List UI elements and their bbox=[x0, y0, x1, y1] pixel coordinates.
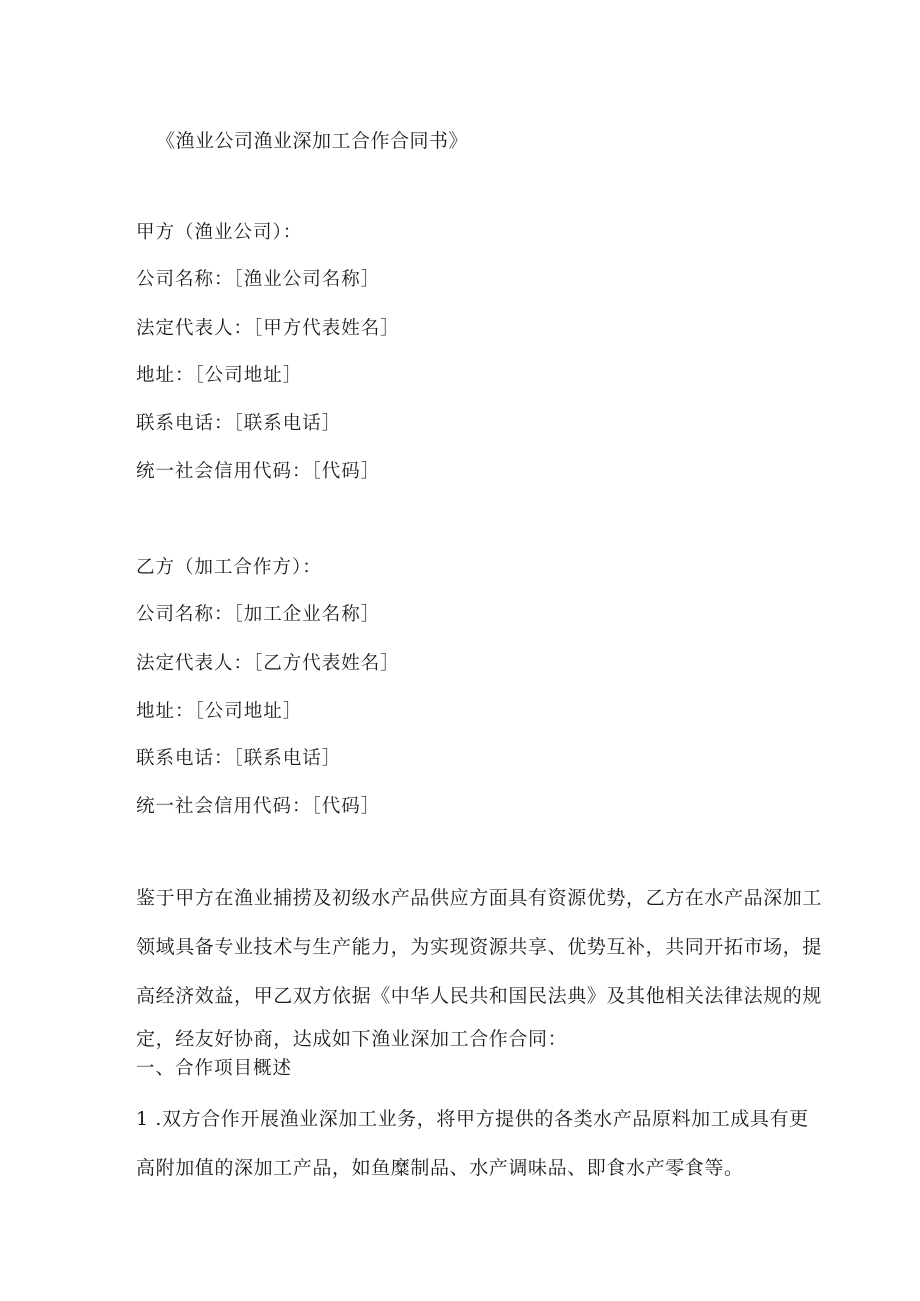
preamble-line: 定，经友好协商，达成如下渔业深加工合作合同： bbox=[136, 1028, 568, 1050]
clause-line: 1 .双方合作开展渔业深加工业务，将甲方提供的各类水产品原料加工成具有更 bbox=[136, 1108, 809, 1130]
party-b-address: 地址：［公司地址］ bbox=[136, 701, 303, 722]
party-b-credit-code: 统一社会信用代码：［代码］ bbox=[136, 796, 381, 817]
party-b-heading: 乙方（加工合作方）： bbox=[136, 557, 322, 578]
preamble-line: 鉴于甲方在渔业捕捞及初级水产品供应方面具有资源优势，乙方在水产品深加工 bbox=[136, 887, 823, 909]
document-title: 《渔业公司渔业深加工合作合同书》 bbox=[156, 130, 469, 152]
preamble-paragraph bbox=[136, 874, 823, 1057]
party-a-address: 地址：［公司地址］ bbox=[136, 365, 303, 386]
clause-line: 高附加值的深加工产品，如鱼糜制品、水产调味品、即食水产零食等。 bbox=[136, 1157, 744, 1179]
party-b-company-name: 公司名称：［加工企业名称］ bbox=[136, 604, 381, 625]
party-a-legal-rep: 法定代表人：［甲方代表姓名］ bbox=[136, 318, 400, 339]
clause-1-paragraph bbox=[136, 1095, 809, 1193]
preamble-line: 高经济效益，甲乙双方依据《中华人民共和国民法典》及其他相关法律法规的规 bbox=[136, 985, 823, 1007]
preamble-line: 领域具备专业技术与生产能力，为实现资源共享、优势互补，共同开拓市场，提 bbox=[136, 936, 823, 958]
party-b-phone: 联系电话：［联系电话］ bbox=[136, 748, 342, 769]
party-a-credit-code: 统一社会信用代码：［代码］ bbox=[136, 461, 381, 482]
section-1-heading: 一、合作项目概述 bbox=[136, 1058, 293, 1079]
party-a-heading: 甲方（渔业公司）： bbox=[136, 222, 303, 243]
party-b-legal-rep: 法定代表人：［乙方代表姓名］ bbox=[136, 653, 400, 674]
party-a-company-name: 公司名称：［渔业公司名称］ bbox=[136, 269, 381, 290]
party-a-phone: 联系电话：［联系电话］ bbox=[136, 413, 342, 434]
